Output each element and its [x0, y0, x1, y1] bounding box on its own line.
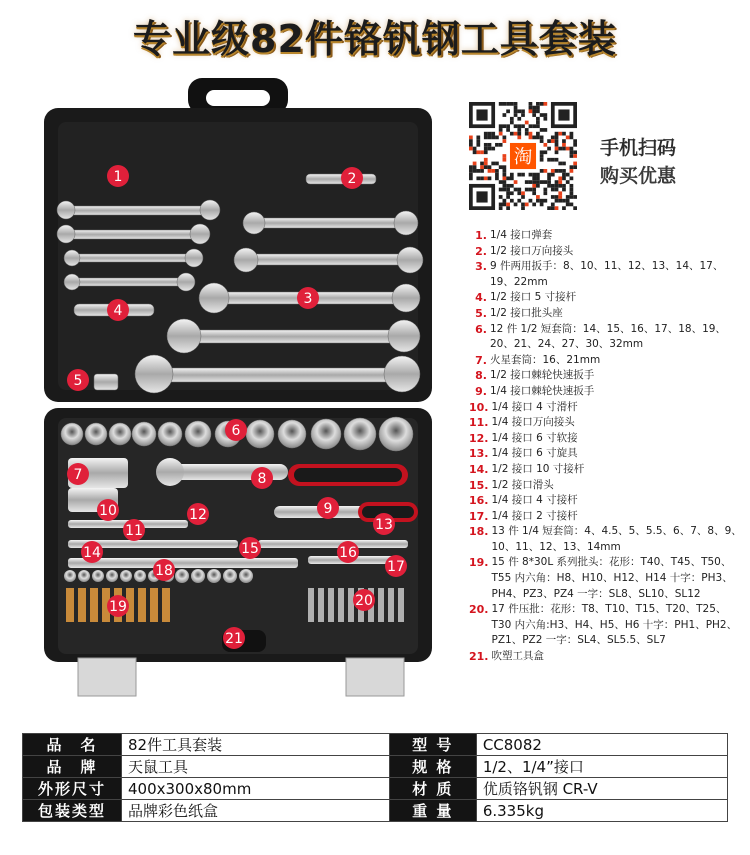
callout-number: 18	[155, 563, 173, 579]
item-text: 13 件 1/4 短套筒：4、4.5、5、5.5、6、7、8、9、10、11、12、13、14mm	[491, 525, 742, 553]
item-number: 11.	[469, 416, 489, 430]
item-number: 16.	[469, 494, 489, 508]
item-number: 10.	[469, 400, 489, 414]
item-text: 1/4 接口 4 寸滑杆	[491, 400, 578, 413]
callout-number: 17	[387, 559, 405, 575]
item-text: 1/4 接口 2 寸接杆	[491, 509, 578, 522]
callout-number: 1	[113, 169, 123, 185]
list-item	[469, 524, 745, 555]
spec-key: 品 名	[23, 734, 122, 756]
list-item	[469, 555, 745, 602]
buy-line: 购买优惠	[600, 165, 677, 187]
list-item	[469, 244, 745, 260]
callout-number: 15	[241, 541, 259, 557]
item-number: 18.	[469, 525, 489, 539]
item-number: 9.	[475, 384, 487, 398]
item-number: 1.	[475, 229, 487, 242]
list-item	[469, 368, 745, 384]
callout-number: 19	[109, 599, 127, 615]
item-number: 7.	[475, 353, 487, 367]
spec-value: 品牌彩色纸盒	[122, 800, 390, 822]
callout-number: 3	[303, 291, 313, 307]
spec-key: 重 量	[389, 800, 476, 822]
page-title: 专业级82件铬钒钢工具套装	[133, 17, 617, 61]
item-text: 9 件两用扳手：8、10、11、12、13、14、17、19、22mm	[490, 260, 724, 288]
item-text: 吹塑工具盒	[491, 650, 544, 663]
callout-number: 8	[257, 471, 267, 487]
list-item	[469, 431, 745, 447]
table-row	[23, 734, 728, 756]
spec-key: 型 号	[389, 734, 476, 756]
item-number: 14.	[469, 462, 489, 476]
callout-number: 9	[323, 501, 333, 517]
list-item	[469, 602, 745, 649]
item-text: 1/4 接口 4 寸接杆	[491, 494, 578, 507]
spec-key: 外形尺寸	[23, 778, 122, 800]
callout-number: 21	[225, 631, 243, 647]
callout-number: 5	[73, 373, 83, 389]
item-number: 3.	[475, 260, 487, 274]
spec-value: 400x300x80mm	[122, 778, 390, 800]
spec-value: 天鼠工具	[122, 756, 390, 778]
spec-value: CC8082	[476, 734, 727, 756]
list-item	[469, 353, 745, 369]
item-text: 1/4 接口 6 寸软接	[491, 431, 578, 444]
item-text: 1/4 接口 6 寸旋具	[491, 447, 578, 460]
list-item	[469, 322, 745, 353]
item-number: 20.	[469, 603, 489, 617]
list-item	[469, 415, 745, 431]
callout-number: 2	[347, 171, 357, 187]
item-number: 4.	[475, 291, 487, 305]
item-text: 1/2 接口滑头	[491, 478, 554, 491]
spec-value: 1/2、1/4”接口	[476, 756, 727, 778]
spec-table	[22, 733, 728, 822]
item-number: 6.	[475, 322, 487, 336]
callout-number: 16	[339, 545, 357, 561]
table-row	[23, 800, 728, 822]
item-text: 15 件 8*30L 系列批头：花形：T40、T45、T50、T55 内六角：H8、H10、H12、H14 十字：PH3、PH4、PZ3、PZ4 一字：SL8、SL10、SL12	[491, 556, 733, 600]
item-number: 5.	[475, 306, 487, 320]
item-number: 12.	[469, 431, 489, 445]
table-row	[23, 756, 728, 778]
spec-key: 包装类型	[23, 800, 122, 822]
taobao-icon: 淘	[513, 147, 533, 169]
item-text: 1/4 接口棘轮快速扳手	[490, 384, 595, 397]
item-text: 1/2 接口万向接头	[490, 244, 574, 257]
scan-line: 手机扫码	[600, 137, 677, 159]
list-item	[469, 462, 745, 478]
parts-list	[469, 228, 745, 665]
list-item	[469, 384, 745, 400]
list-item	[469, 649, 745, 665]
callout-number: 11	[125, 523, 143, 539]
item-number: 2.	[475, 244, 487, 258]
callout-number: 6	[231, 423, 241, 439]
scan-promo	[600, 134, 676, 190]
callout-number: 10	[99, 503, 117, 519]
callout-number: 13	[375, 517, 393, 533]
list-item	[469, 306, 745, 322]
item-number: 13.	[469, 447, 489, 461]
list-item	[469, 259, 745, 290]
callout-number: 7	[73, 467, 83, 483]
item-text: 17 件压批：花形：T8、T10、T15、T20、T25、T30 内六角:H3、H4、H5、H6 十字：PH1、PH2、PZ1、PZ2 一字：SL4、SL5.5、SL7	[491, 603, 738, 647]
qr-code	[469, 102, 577, 210]
spec-value: 82件工具套装	[122, 734, 390, 756]
list-item	[469, 228, 745, 244]
item-number: 21.	[469, 650, 489, 664]
callout-number: 12	[189, 507, 207, 523]
item-text: 1/4 接口万向接头	[491, 416, 575, 429]
spec-value: 6.335kg	[476, 800, 727, 822]
item-number: 8.	[475, 369, 487, 383]
item-number: 19.	[469, 556, 489, 570]
spec-value: 优质铬钒钢 CR-V	[476, 778, 727, 800]
item-text: 1/2 接口 5 寸接杆	[490, 291, 577, 304]
item-text: 12 件 1/2 短套筒：14、15、16、17、18、19、20、21、24、27、30、32mm	[490, 322, 726, 351]
spec-key: 品 牌	[23, 756, 122, 778]
item-text: 1/2 接口 10 寸接杆	[491, 462, 585, 475]
item-text: 1/2 接口棘轮快速扳手	[490, 369, 595, 382]
list-item	[469, 478, 745, 494]
list-item	[469, 509, 745, 525]
item-text: 火星套筒：16、21mm	[490, 353, 601, 366]
item-number: 15.	[469, 478, 489, 492]
list-item	[469, 290, 745, 306]
callout-number: 4	[113, 303, 123, 319]
tool-case-image	[38, 78, 438, 700]
list-item	[469, 446, 745, 462]
item-text: 1/2 接口批头座	[490, 306, 563, 319]
list-item	[469, 493, 745, 509]
callout-number: 14	[83, 545, 101, 561]
list-item	[469, 400, 745, 416]
table-row	[23, 778, 728, 800]
item-number: 17.	[469, 509, 489, 523]
item-text: 1/4 接口弹套	[490, 229, 553, 241]
spec-key: 规 格	[389, 756, 476, 778]
spec-key: 材 质	[389, 778, 476, 800]
callout-number: 20	[355, 593, 373, 609]
